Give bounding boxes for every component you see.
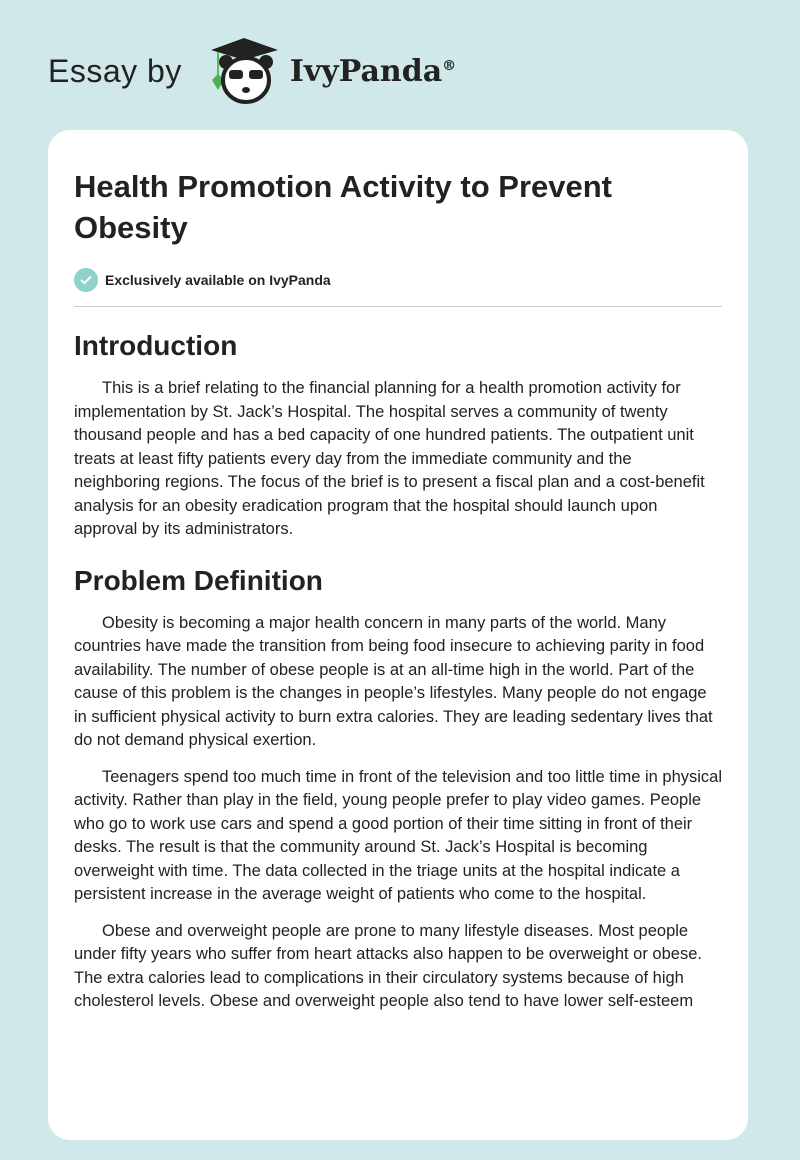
exclusive-badge bbox=[74, 268, 722, 292]
paragraph: This is a brief relating to the financial planning for a health promotion activity for implementation by St. Jack’s Hospital. The hospital serves a community of twenty thousand people and has a bed capacity of one hundred patients. The outpatient unit treats at least fifty patients every day from the immediate community and the neighboring regions. The focus of the brief is to present a fiscal plan and a cost-benefit analysis for an obesity eradication program that the hospital should launch upon approval by its administrators. bbox=[74, 379, 705, 538]
paragraph: Teenagers spend too much time in front of the television and too little time in physical activity. Rather than play in the field, young people prefer to play video games. People who go to work use cars and spend a good portion of their time sitting in front of their desks. The result is that the community around St. Jack’s Hospital is becoming overweight with time. The data collected in the triage units at the hospital indicate a persistent increase in the average weight of patients who come to the hospital. bbox=[74, 767, 723, 903]
essay-card bbox=[48, 130, 748, 1140]
badge-label: Exclusively available on IvyPanda bbox=[105, 272, 331, 288]
paragraph: Obesity is becoming a major health concern in many parts of the world. Many countries have made the transition from being food insecure to achieving parity in food availability. The number of obese people is at an all-time high in the world. Part of the cause of this problem is the changes in people’s lifestyles. Many people do not engage in sufficient physical activity to burn extra calories. They are leading sedentary lives that do not demand physical exertion. bbox=[74, 613, 713, 749]
site-logo[interactable] bbox=[48, 36, 456, 106]
divider bbox=[74, 306, 722, 307]
essay-by-label: Essay by bbox=[48, 52, 182, 89]
section-heading: Problem Definition bbox=[74, 564, 323, 596]
paragraph: Obese and overweight people are prone to many lifestyle diseases. Most people under fifty years who suffer from heart attacks also happen to be overweight or obese. The extra calories lead to complications in their circulatory systems because of high cholesterol levels. Obese and overweight people also tend to have lower self-esteem bbox=[74, 921, 702, 1010]
check-icon bbox=[74, 268, 98, 292]
page-title: Health Promotion Activity to Prevent Obesity bbox=[74, 169, 612, 245]
panda-logo-icon bbox=[196, 36, 286, 106]
section-heading: Introduction bbox=[74, 330, 238, 361]
brand-name: IvyPanda® bbox=[289, 53, 457, 89]
